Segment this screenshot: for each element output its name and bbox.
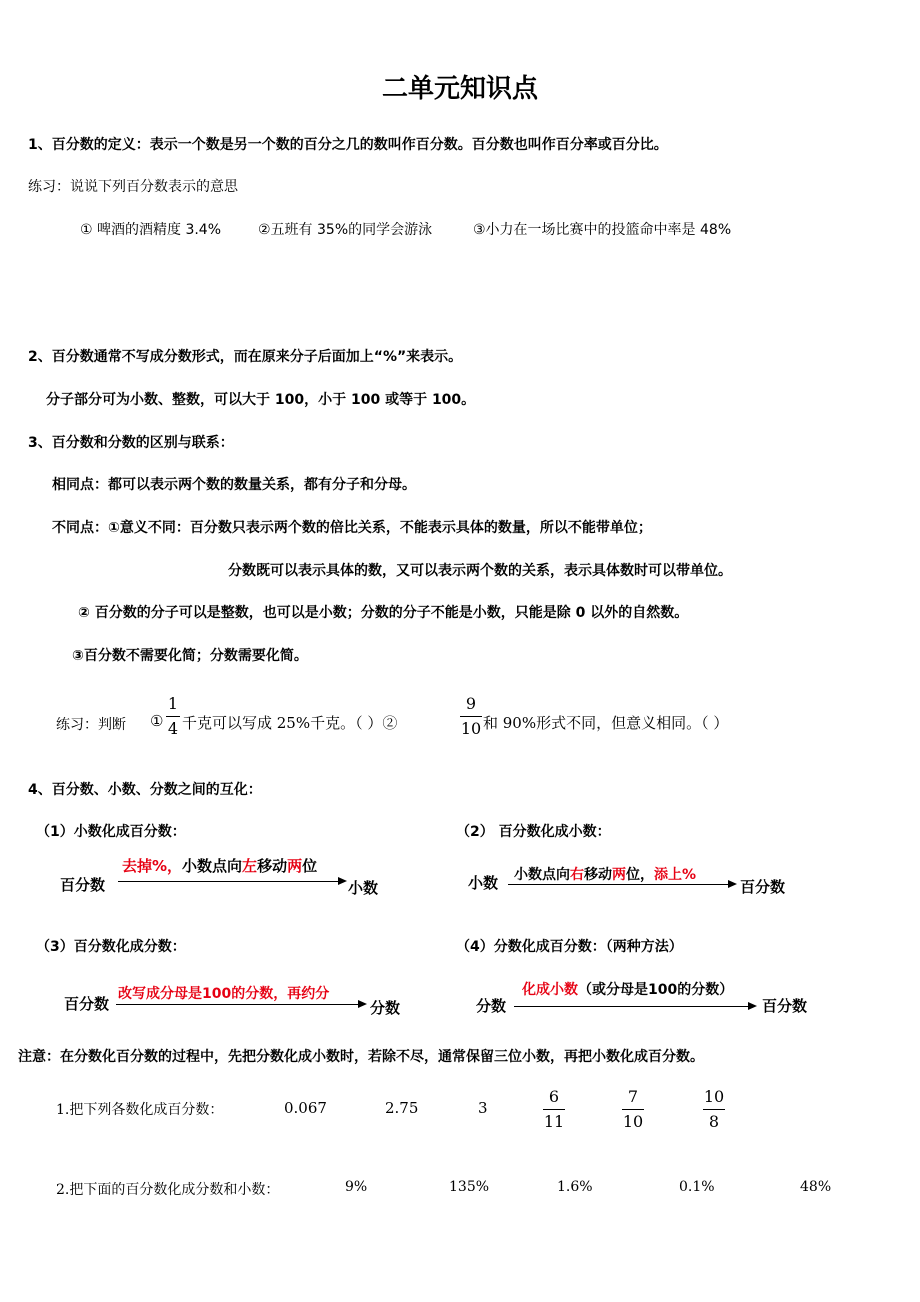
arrow-line <box>116 1004 360 1005</box>
arrow-head <box>358 1000 367 1008</box>
arrow-line <box>508 884 730 885</box>
conversion-4-label: （4）分数化成百分数：（两种方法） <box>456 939 683 955</box>
exercise-1-fraction <box>622 1087 644 1132</box>
fraction-denominator: 10 <box>460 719 482 738</box>
fraction-numerator: 10 <box>703 1087 725 1106</box>
exercise-2-label: 2.把下面的百分数化成分数和小数： <box>56 1182 280 1198</box>
page-title: 二单元知识点 <box>381 74 538 104</box>
rule-red-text: 添上% <box>654 867 697 883</box>
conversion-1-rule <box>122 855 317 876</box>
fraction-numerator: 9 <box>465 694 477 713</box>
exercise-2-value: 48% <box>800 1179 832 1195</box>
rule-text: 移动 <box>584 867 612 883</box>
fraction-nine-tenths <box>460 694 482 739</box>
rule-red-text: 右 <box>570 867 584 883</box>
exercise-1-fraction <box>703 1087 725 1132</box>
conversion-2-left: 小数 <box>468 874 499 892</box>
rule-text: 位 <box>302 857 318 875</box>
conversion-3-right: 分数 <box>370 999 401 1017</box>
section-4-heading: 4、百分数、小数、分数之间的互化： <box>28 782 262 798</box>
conversion-3-label: （3）百分数化成分数： <box>36 939 186 955</box>
rule-text: 小数点向 <box>182 857 243 875</box>
judge-q2-text: 和 90%形式不同，但意义相同。（ ） <box>483 714 729 732</box>
fraction-numerator: 7 <box>627 1087 639 1106</box>
rule-text: 小数点向 <box>514 867 570 883</box>
fraction-denominator: 8 <box>708 1112 720 1131</box>
difference-2: ② 百分数的分子可以是整数，也可以是小数；分数的分子不能是小数，只能是除 0 以外的自然数。 <box>78 605 689 621</box>
note-text: 注意：在分数化百分数的过程中，先把分数化成小数时，若除不尽，通常保留三位小数，再把小数化成百分数。 <box>18 1049 704 1065</box>
difference-1-continued: 分数既可以表示具体的数，又可以表示两个数的关系，表示具体数时可以带单位。 <box>228 563 732 579</box>
arrow-head <box>728 880 737 888</box>
rule-red-text: 左 <box>242 857 258 875</box>
judge-label: 练习：判断 <box>56 717 126 733</box>
section-1-heading: 1、百分数的定义：表示一个数是另一个数的百分之几的数叫作百分数。百分数也叫作百分率或百分比。 <box>28 137 668 153</box>
conversion-4-left: 分数 <box>476 997 507 1015</box>
conversion-4-right: 百分数 <box>762 997 808 1015</box>
exercise-2-value: 0.1% <box>679 1179 715 1195</box>
conversion-1-left: 百分数 <box>60 876 106 894</box>
fraction-bar <box>166 716 180 717</box>
conversion-3-left: 百分数 <box>64 995 110 1013</box>
rule-text: 位， <box>626 867 654 883</box>
practice-item-1: ① 啤酒的酒精度 3.4% <box>80 222 222 238</box>
rule-red-text: 化成小数 <box>522 982 578 998</box>
section-2-line-1: 2、百分数通常不写成分数形式，而在原来分子后面加上“%”来表示。 <box>28 349 463 365</box>
arrow-line <box>514 1006 750 1007</box>
rule-text: （或分母是100的分数） <box>578 982 734 998</box>
rule-red-text: 两 <box>287 857 303 875</box>
exercise-1-fraction <box>543 1087 565 1132</box>
fraction-numerator: 6 <box>548 1087 560 1106</box>
section-3-heading: 3、百分数和分数的区别与联系： <box>28 435 234 451</box>
conversion-1-label: （1）小数化成百分数： <box>36 824 186 840</box>
fraction-bar <box>543 1109 565 1110</box>
difference-1: 不同点：①意义不同：百分数只表示两个数的倍比关系，不能表示具体的数量，所以不能带单位； <box>52 520 652 536</box>
fraction-denominator: 4 <box>167 719 179 738</box>
conversion-4-rule <box>522 979 733 999</box>
section-2-line-2: 分子部分可为小数、整数，可以大于 100，小于 100 或等于 100。 <box>46 392 476 408</box>
exercise-1-value: 0.067 <box>284 1099 327 1117</box>
rule-red-text: 两 <box>612 867 626 883</box>
exercise-2-value: 1.6% <box>557 1179 593 1195</box>
exercise-2-value: 9% <box>345 1179 368 1195</box>
exercise-1-label: 1.把下列各数化成百分数： <box>56 1102 224 1118</box>
fraction-denominator: 11 <box>543 1112 565 1131</box>
fraction-one-quarter <box>166 694 180 739</box>
judge-q1-prefix: ① <box>150 712 164 730</box>
conversion-2-label: （2） 百分数化成小数： <box>456 824 611 840</box>
practice-label-1: 练习：说说下列百分数表示的意思 <box>28 179 238 195</box>
fraction-bar <box>703 1109 725 1110</box>
conversion-1-right: 小数 <box>348 879 379 897</box>
fraction-numerator: 1 <box>167 694 179 713</box>
exercise-1-value: 2.75 <box>385 1099 419 1117</box>
exercise-2-value: 135% <box>449 1179 490 1195</box>
fraction-bar <box>460 716 482 717</box>
difference-3: ③百分数不需要化简；分数需要化简。 <box>72 648 308 664</box>
rule-red-text: 去掉%， <box>122 857 183 875</box>
fraction-bar <box>622 1109 644 1110</box>
arrow-line <box>118 881 340 882</box>
rule-text: 移动 <box>257 857 288 875</box>
judge-q1-text: 千克可以写成 25%千克。（ ）② <box>182 714 398 732</box>
exercise-1-value: 3 <box>478 1099 488 1117</box>
conversion-2-rule <box>514 864 696 884</box>
same-points: 相同点：都可以表示两个数的数量关系，都有分子和分母。 <box>52 477 416 493</box>
arrow-head <box>338 877 347 885</box>
conversion-2-right: 百分数 <box>740 878 786 896</box>
conversion-3-rule: 改写成分母是100的分数，再约分 <box>118 986 330 1002</box>
practice-item-2: ②五班有 35%的同学会游泳 <box>258 222 433 238</box>
fraction-denominator: 10 <box>622 1112 644 1131</box>
arrow-head <box>748 1002 757 1010</box>
practice-item-3: ③小力在一场比赛中的投篮命中率是 48% <box>473 222 732 238</box>
